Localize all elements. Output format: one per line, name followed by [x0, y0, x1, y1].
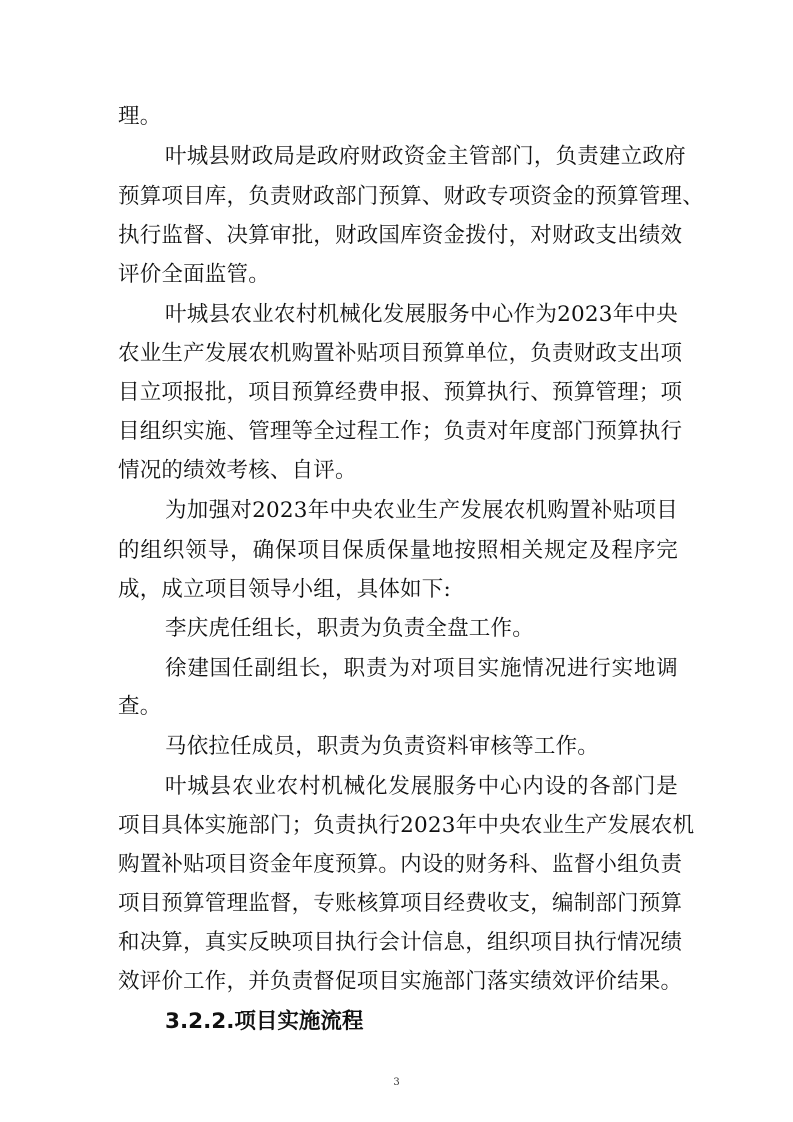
paragraph-line: 李庆虎任组长，职责为负责全盘工作。 — [165, 616, 534, 641]
paragraph-line: 徐建国任副组长，职责为对项目实施情况进行实地调 — [165, 656, 678, 681]
paragraph-line: 目组织实施、管理等全过程工作；负责对年度部门预算执行 — [118, 419, 683, 444]
paragraph-line: 查。 — [118, 694, 162, 719]
paragraph-line: 为加强对2023年中央农业生产发展农机购置补贴项目 — [165, 498, 678, 523]
paragraph-line: 成，成立项目领导小组，具体如下: — [118, 577, 451, 602]
paragraph-line: 叶城县农业农村机械化发展服务中心内设的各部门是 — [165, 774, 678, 799]
paragraph-line: 效评价工作，并负责督促项目实施部门落实绩效评价结果。 — [118, 969, 683, 994]
paragraph-line: 评价全面监管。 — [118, 262, 270, 287]
paragraph-line: 叶城县农业农村机械化发展服务中心作为2023年中央 — [165, 302, 678, 327]
paragraph-line: 和决算，真实反映项目执行会计信息，组织项目执行情况绩 — [118, 930, 683, 955]
section-heading: 3.2.2.项目实施流程 — [165, 1009, 364, 1034]
paragraph-line: 理。 — [118, 104, 162, 129]
paragraph-line: 项目具体实施部门；负责执行2023年中央农业生产发展农机 — [118, 813, 695, 838]
paragraph-line: 马依拉任成员，职责为负责资料审核等工作。 — [165, 734, 600, 759]
paragraph-line: 预算项目库，负责财政部门预算、财政专项资金的预算管理、 — [118, 184, 704, 209]
paragraph-line: 项目预算管理监督，专账核算项目经费收支，编制部门预算 — [118, 891, 683, 916]
paragraph-line: 购置补贴项目资金年度预算。内设的财务科、监督小组负责 — [118, 852, 683, 877]
page-number: 3 — [393, 1077, 400, 1088]
paragraph-line: 的组织领导，确保项目保质保量地按照相关规定及程序完 — [118, 538, 678, 563]
paragraph-line: 情况的绩效考核、自评。 — [118, 458, 357, 483]
paragraph-line: 叶城县财政局是政府财政资金主管部门，负责建立政府 — [165, 144, 686, 169]
paragraph-line: 目立项报批，项目预算经费申报、预算执行、预算管理；项 — [118, 380, 683, 405]
paragraph-line: 执行监督、决算审批，财政国库资金拨付，对财政支出绩效 — [118, 223, 683, 248]
paragraph-line: 农业生产发展农机购置补贴项目预算单位，负责财政支出项 — [118, 341, 683, 366]
